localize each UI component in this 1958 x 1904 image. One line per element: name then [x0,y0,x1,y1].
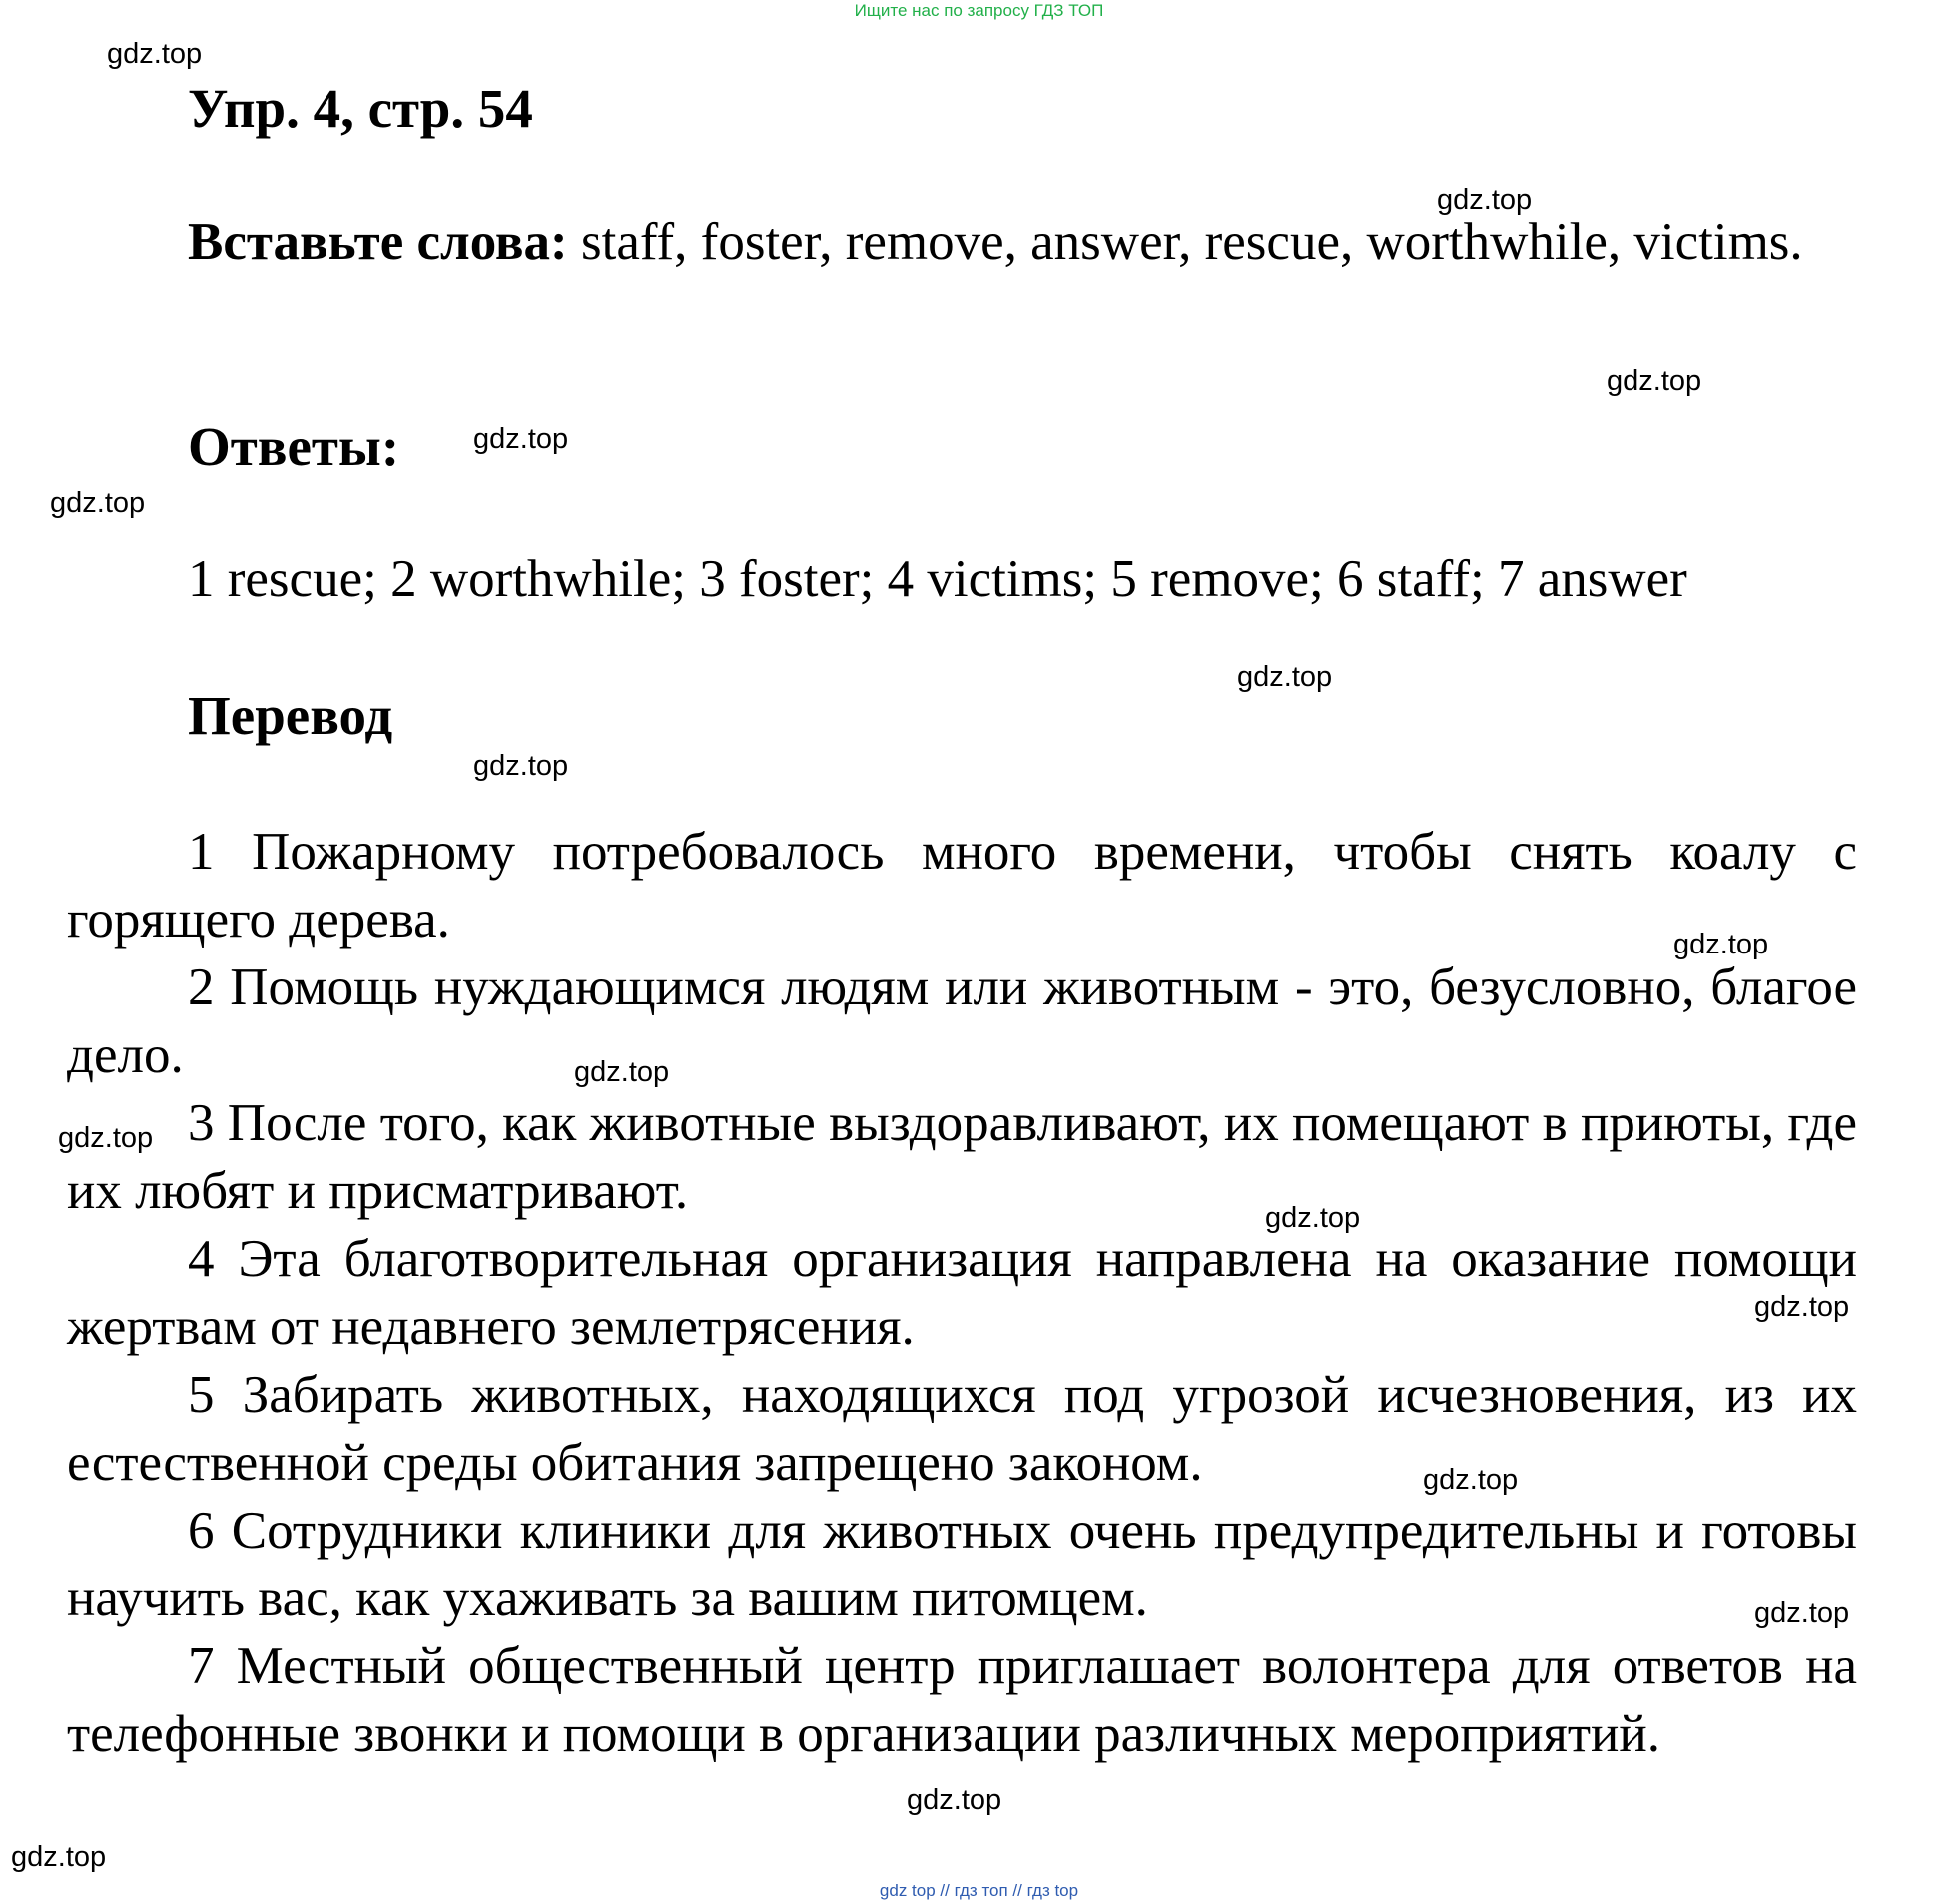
watermark: gdz.top [574,1056,670,1088]
watermark: gdz.top [1423,1464,1519,1496]
watermark: gdz.top [1437,184,1533,216]
footer-links[interactable]: gdz top // гдз топ // гдз top [879,1881,1079,1900]
watermark: gdz.top [1265,1202,1361,1234]
answers-line: 1 rescue; 2 worthwhile; 3 foster; 4 victims; 5 remove; 6 staff; 7 answer [188,550,1687,608]
watermark: gdz.top [907,1784,1002,1816]
translation-item-5: 5 Забирать животных, находящихся под угрозой исчезновения, из их естественной среды обитания запрещено законом. [67,1366,1857,1492]
translation-item-1: 1 Пожарному потребовалось много времени, чтобы снять коалу с горящего дерева. [67,823,1857,949]
watermark: gdz.top [58,1122,154,1154]
watermark: gdz.top [50,487,146,519]
watermark: gdz.top [473,423,569,455]
watermark: gdz.top [107,38,203,70]
task-words: staff, foster, remove, answer, rescue, worthwhile, victims. [580,213,1803,271]
exercise-title: Упр. 4, стр. 54 [188,78,533,139]
task-label: Вставьте слова: [188,213,568,271]
translation-item-4: 4 Эта благотворительная организация направлена на оказание помощи жертвам от недавнего землетрясения. [67,1230,1857,1356]
translation-item-3: 3 После того, как животные выздоравливают, их помещают в приюты, где их любят и присматривают. [67,1094,1857,1220]
translation-heading: Перевод [188,685,393,746]
translation-item-6: 6 Сотрудники клиники для животных очень предупредительны и готовы научить вас, как ухаживать за вашим питомцем. [67,1502,1857,1627]
watermark: gdz.top [1673,929,1769,960]
watermark: gdz.top [11,1841,107,1873]
watermark: gdz.top [1607,365,1702,397]
task-instruction [67,208,1857,276]
answers-heading: Ответы: [188,416,400,477]
watermark: gdz.top [1754,1597,1850,1629]
translation-item-2: 2 Помощь нуждающимся людям или животным - это, безусловно, благое дело. [67,958,1857,1084]
translation-list [67,818,1857,1768]
translation-item-7: 7 Местный общественный центр приглашает волонтера для ответов на телефонные звонки и помощи в организации различных мероприятий. [67,1637,1857,1763]
watermark: gdz.top [1754,1291,1850,1323]
watermark: gdz.top [473,750,569,782]
top-banner[interactable]: Ищите нас по запросу ГДЗ ТОП [854,1,1104,20]
watermark: gdz.top [1237,661,1333,693]
